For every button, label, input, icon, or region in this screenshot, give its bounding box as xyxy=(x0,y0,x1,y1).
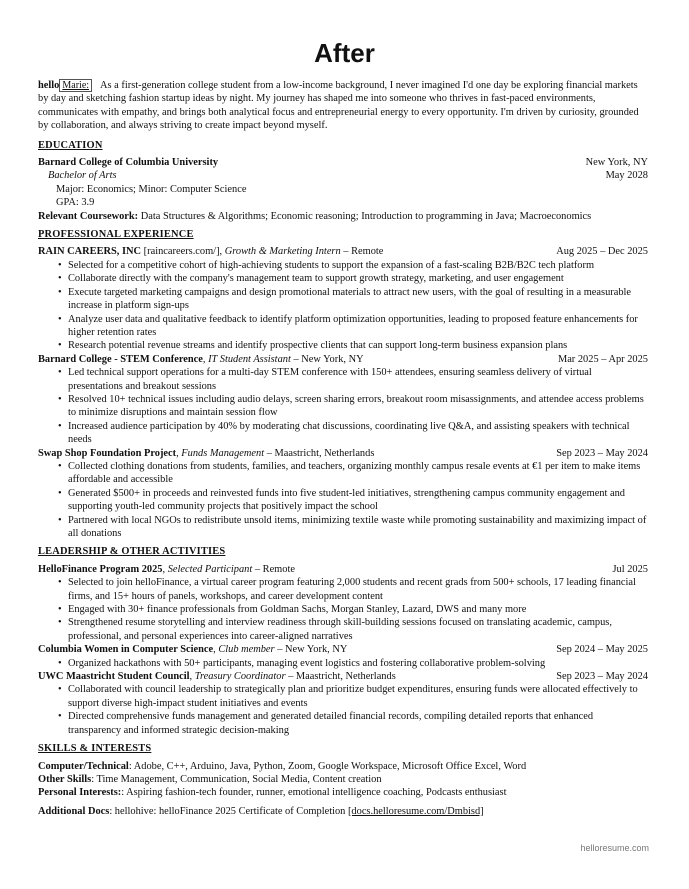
bullet-dot-icon: • xyxy=(58,273,62,285)
skills-heading: SKILLS & INTERESTS xyxy=(38,743,152,755)
bullet-item xyxy=(58,576,648,603)
bullet-text: Execute targeted marketing campaigns and design promotional materials to attract new users, with the goal of resulting in a measurable increase in platform sign-ups xyxy=(68,286,632,312)
job-bullets xyxy=(38,366,648,446)
interests-line xyxy=(38,786,648,799)
gpa-line: GPA: 3.9 xyxy=(56,197,95,209)
job-role: IT Student Assistant xyxy=(208,353,291,365)
leadership-section xyxy=(38,545,648,737)
job-title-line: Swap Shop Foundation Project, Funds Management – Maastricht, Netherlands xyxy=(38,447,375,459)
job-location: – Remote xyxy=(343,246,384,258)
activity-date: Sep 2023 – May 2024 xyxy=(556,671,648,683)
bullet-dot-icon: • xyxy=(58,367,62,379)
major-line: Major: Economics; Minor: Computer Science xyxy=(56,183,247,195)
coursework-text: Data Structures & Algorithms; Economic reasoning; Introduction to programming in Java; Macroeconomics xyxy=(140,210,592,222)
activity-header xyxy=(38,670,648,683)
bullet-text: Generated $500+ in proceeds and reinvested funds into five student-led initiatives, strengthening campus community engagement and supporting youth-led community projects that positively impact the school xyxy=(68,487,625,513)
bullet-item xyxy=(58,286,648,313)
bullet-dot-icon: • xyxy=(58,340,62,352)
school-name: Barnard College of Columbia University xyxy=(38,157,219,169)
docs-text: : hellohive: helloFinance 2025 Certificate of Completion xyxy=(109,805,346,817)
page-title: After xyxy=(314,38,375,68)
other-skills-label: Other Skills xyxy=(38,773,92,785)
bullet-text: Increased audience participation by 40% by moderating chat discussions, coordinating live Q&A, and assisting speakers with technical needs xyxy=(68,420,630,446)
bullet-text: Collaborate directly with the company's management team to support growth strategy, marketing, and user engagement xyxy=(68,273,564,285)
interests-label: Personal Interests: xyxy=(38,787,122,799)
job-role: Funds Management xyxy=(181,447,265,459)
coursework-label: Relevant Coursework: xyxy=(38,210,139,222)
summary-text: As a first-generation college student from a low-income background, I never imagined I'd one day be exploring financial markets by day and sketching fashion startup ideas by night. My journey has shaped me into someone who thrives in fast-paced environments, communicates with empathy, and brings both analytical focus and entrepreneurial energy to every opportunity. I'm driven by curiosity, grounded by collaboration, and always striving to create impact beyond myself. xyxy=(38,80,639,132)
summary-paragraph xyxy=(38,79,648,133)
interests-text: : Aspiring fashion-tech founder, runner, emotional intelligence coaching, Podcasts enthusiast xyxy=(121,787,507,799)
job-title-line: RAIN CAREERS, INC [raincareers.com/], Growth & Marketing Intern – Remote xyxy=(38,246,384,258)
bullet-text: Collected clothing donations from students, families, and teachers, organizing monthly campus resale events at €1 per item to make items affordable and accessible xyxy=(68,460,641,486)
footer-watermark: helloresume.com xyxy=(580,843,649,853)
job-role: Growth & Marketing Intern xyxy=(224,246,341,258)
activity-header xyxy=(38,643,648,656)
bullet-dot-icon: • xyxy=(58,657,62,669)
activity-role: Treasury Coordinator xyxy=(194,671,286,683)
bullet-text: Analyze user data and qualitative feedback to identify platform optimization opportunities, leading to proposed feature enhancements for higher retention rates xyxy=(68,313,638,338)
experience-section xyxy=(38,228,648,540)
activity-title-line: UWC Maastricht Student Council, Treasury Coordinator – Maastricht, Netherlands xyxy=(38,671,396,683)
bullet-text: Led technical support operations for a multi-day STEM conference with 150+ attendees, ensuring seamless delivery of virtual presentations and breakout sessions xyxy=(68,367,592,392)
activity-title-line: Columbia Women in Computer Science, Club member – New York, NY xyxy=(38,644,348,656)
bullet-dot-icon: • xyxy=(58,460,62,472)
bullet-item xyxy=(58,657,648,670)
bullet-item xyxy=(58,616,648,643)
bullet-dot-icon: • xyxy=(58,514,62,526)
graduation-date: May 2028 xyxy=(605,170,648,182)
bullet-dot-icon: • xyxy=(58,711,62,723)
activity-entry xyxy=(38,643,648,670)
additional-docs-line xyxy=(38,805,648,818)
activity-date: Sep 2024 – May 2025 xyxy=(556,644,648,656)
education-school-row xyxy=(38,156,648,169)
activity-location: – Remote xyxy=(254,563,295,575)
activity-org: HelloFinance Program 2025 xyxy=(38,563,163,575)
activity-role: Selected Participant xyxy=(167,563,253,575)
bullet-dot-icon: • xyxy=(58,420,62,432)
bullet-item xyxy=(58,339,648,352)
activity-bullets xyxy=(38,683,648,737)
bullet-dot-icon: • xyxy=(58,393,62,405)
coursework-line xyxy=(38,210,648,223)
bullet-dot-icon: • xyxy=(58,487,62,499)
activity-org: UWC Maastricht Student Council xyxy=(38,671,190,683)
job-date: Aug 2025 – Dec 2025 xyxy=(556,246,648,258)
activity-role: Club member xyxy=(218,644,275,656)
job-date: Sep 2023 – May 2024 xyxy=(556,447,648,459)
experience-heading: PROFESSIONAL EXPERIENCE xyxy=(38,229,194,241)
bullet-item xyxy=(58,710,648,737)
name-field[interactable]: Marie: xyxy=(59,79,92,92)
activity-bullets xyxy=(38,657,648,670)
job-bullets xyxy=(38,460,648,540)
summary-hello: hello xyxy=(38,80,60,91)
bullet-dot-icon: • xyxy=(58,604,62,616)
job-org: RAIN CAREERS, INC xyxy=(38,246,142,258)
other-skills-line xyxy=(38,773,648,786)
bullet-text: Selected for a competitive cohort of high-achieving students to support the expansion of a fast-scaling B2B/B2C tech platform xyxy=(68,259,595,271)
bullet-item xyxy=(58,259,648,272)
activity-bullets xyxy=(38,576,648,643)
job-org: Swap Shop Foundation Project xyxy=(38,447,177,459)
activity-location: – New York, NY xyxy=(277,644,348,656)
technical-skills-line xyxy=(38,760,648,773)
activity-entry xyxy=(38,563,648,643)
bullet-item xyxy=(58,487,648,514)
bullet-text: Engaged with 30+ finance professionals from Goldman Sachs, Morgan Stanley, Lazard, DWS and many more xyxy=(68,604,527,616)
job-title-line: Barnard College - STEM Conference, IT Student Assistant – New York, NY xyxy=(38,353,364,365)
job-org: Barnard College - STEM Conference xyxy=(38,353,203,365)
docs-label: Additional Docs xyxy=(38,805,110,817)
bullet-dot-icon: • xyxy=(58,313,62,325)
bullet-dot-icon: • xyxy=(58,617,62,629)
bullet-text: Resolved 10+ technical issues including audio delays, screen sharing errors, breakout room misassignments, and attendee access problems to minimize disruptions and maintain session flow xyxy=(68,393,644,419)
bullet-item xyxy=(58,393,648,420)
education-heading: EDUCATION xyxy=(38,139,103,151)
job-location: – New York, NY xyxy=(293,353,364,365)
activity-entry xyxy=(38,670,648,737)
job-location: – Maastricht, Netherlands xyxy=(266,447,375,459)
activity-date: Jul 2025 xyxy=(612,563,648,575)
bullet-dot-icon: • xyxy=(58,286,62,298)
degree: Bachelor of Arts xyxy=(48,170,117,182)
school-location: New York, NY xyxy=(585,157,648,169)
job-header xyxy=(38,353,648,366)
bullet-item xyxy=(58,420,648,447)
job-bullets xyxy=(38,259,648,353)
bullet-text: Research potential revenue streams and identify prospective clients that can support long-term business expansion plans xyxy=(68,340,568,352)
job-header xyxy=(38,245,648,258)
bullet-text: Selected to join helloFinance, a virtual career program featuring 2,000 students and recent grads from 500+ schools, 17 leading financial firms, and 15+ hours of panels, workshops, and career development content xyxy=(68,577,636,602)
leadership-heading: LEADERSHIP & OTHER ACTIVITIES xyxy=(38,546,226,558)
technical-label: Computer/Technical xyxy=(38,760,129,772)
job-header xyxy=(38,447,648,460)
bullet-item xyxy=(58,313,648,340)
skills-section xyxy=(38,742,648,818)
technical-text: : Adobe, C++, Arduino, Java, Python, Zoom, Google Workspace, Microsoft Office Excel, Word xyxy=(128,760,527,772)
bullet-dot-icon: • xyxy=(58,684,62,696)
education-degree-row xyxy=(38,169,648,182)
activity-header xyxy=(38,563,648,576)
job-entry xyxy=(38,245,648,352)
bullet-text: Directed comprehensive funds management and generated detailed financial records, compiling detailed reports that enhanced transparency and informed strategic decision-making xyxy=(68,711,594,736)
bullet-text: Partnered with local NGOs to redistribute unsold items, minimizing textile waste while promoting sustainability and maximizing impact of all donations xyxy=(68,514,647,539)
bullet-dot-icon: • xyxy=(58,577,62,589)
activity-org: Columbia Women in Computer Science xyxy=(38,644,214,656)
education-section xyxy=(38,139,648,223)
job-link[interactable]: [raincareers.com/] xyxy=(143,246,220,258)
other-skills-text: : Time Management, Communication, Social Media, Content creation xyxy=(91,773,382,785)
bullet-dot-icon: • xyxy=(58,259,62,271)
job-entry xyxy=(38,353,648,447)
bullet-text: Organized hackathons with 50+ participants, managing event logistics and fostering collaborative problem-solving xyxy=(68,657,546,669)
job-entry xyxy=(38,447,648,541)
bullet-item xyxy=(58,366,648,393)
resume-document xyxy=(38,79,648,823)
job-date: Mar 2025 – Apr 2025 xyxy=(557,353,648,365)
bullet-text: Collaborated with council leadership to strategically plan and prioritize budget expenditures, ensuring funds were allocated effectively to support diverse high-impact student initiatives and events xyxy=(68,684,638,709)
activity-title-line: HelloFinance Program 2025, Selected Participant – Remote xyxy=(38,563,295,575)
bullet-text: Strengthened resume storytelling and interview readiness through skill-building sessions focused on translating academic, campus, professional, and personal experiences into career-aligned narratives xyxy=(68,617,612,642)
bullet-item xyxy=(58,514,648,541)
docs-link[interactable]: [docs.helloresume.com/Dmbisd] xyxy=(347,805,484,817)
bullet-item xyxy=(58,272,648,285)
bullet-item xyxy=(58,460,648,487)
bullet-item xyxy=(58,603,648,616)
bullet-item xyxy=(58,683,648,710)
activity-location: – Maastricht, Netherlands xyxy=(288,671,396,683)
